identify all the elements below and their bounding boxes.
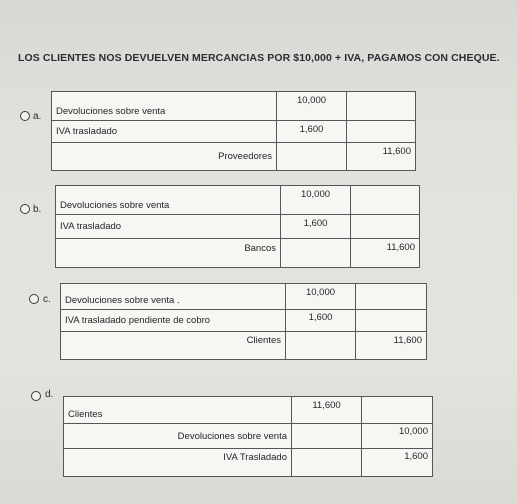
table-row-credit: 10,000 <box>362 424 433 449</box>
table-row-debit <box>292 449 362 477</box>
option-c-radio[interactable] <box>29 294 39 304</box>
question-text: LOS CLIENTES NOS DEVUELVEN MERCANCIAS POR $10,000 + IVA, PAGAMOS CON CHEQUE. <box>18 52 500 64</box>
option-a-radio[interactable] <box>20 111 30 121</box>
table-row-credit <box>351 215 420 239</box>
table-row-account: IVA trasladado <box>56 215 281 239</box>
option-c-letter: c. <box>43 294 51 305</box>
option-d-journal-table <box>63 396 433 477</box>
table-row-account: Devoluciones sobre venta <box>52 92 277 121</box>
option-b-radio[interactable] <box>20 204 30 214</box>
option-a-journal-table <box>51 91 416 171</box>
table-row-credit <box>362 397 433 424</box>
table-row-debit: 1,600 <box>281 215 351 239</box>
option-c-journal-table <box>60 283 427 360</box>
table-row-debit: 11,600 <box>292 397 362 424</box>
table-row-account: Devoluciones sobre venta . <box>61 284 286 310</box>
table-row-account: Proveedores <box>52 143 277 171</box>
table-row-debit: 10,000 <box>281 186 351 215</box>
table-row-credit <box>351 186 420 215</box>
table-row-debit: 1,600 <box>277 121 347 143</box>
table-row-credit <box>347 121 416 143</box>
table-row-credit: 11,600 <box>347 143 416 171</box>
table-row-account: IVA trasladado <box>52 121 277 143</box>
table-row-credit: 1,600 <box>362 449 433 477</box>
table-row-debit <box>281 239 351 268</box>
table-row-debit: 1,600 <box>286 310 356 332</box>
table-row-debit: 10,000 <box>286 284 356 310</box>
table-row-credit <box>356 284 427 310</box>
table-row-credit <box>347 92 416 121</box>
table-row-account: Devoluciones sobre venta <box>64 424 292 449</box>
table-row-account: Bancos <box>56 239 281 268</box>
option-b-journal-table <box>55 185 420 268</box>
table-row-account: Clientes <box>64 397 292 424</box>
option-a-letter: a. <box>33 111 42 122</box>
option-d-radio[interactable] <box>31 391 41 401</box>
table-row-credit: 11,600 <box>351 239 420 268</box>
table-row-account: IVA Trasladado <box>64 449 292 477</box>
table-row-credit <box>356 310 427 332</box>
table-row-debit: 10,000 <box>277 92 347 121</box>
table-row-credit: 11,600 <box>356 332 427 360</box>
table-row-debit <box>286 332 356 360</box>
option-d-letter: d. <box>45 389 54 400</box>
table-row-account: Clientes <box>61 332 286 360</box>
table-row-account: Devoluciones sobre venta <box>56 186 281 215</box>
table-row-account: IVA trasladado pendiente de cobro <box>61 310 286 332</box>
table-row-debit <box>292 424 362 449</box>
table-row-debit <box>277 143 347 171</box>
option-b-letter: b. <box>33 204 42 215</box>
